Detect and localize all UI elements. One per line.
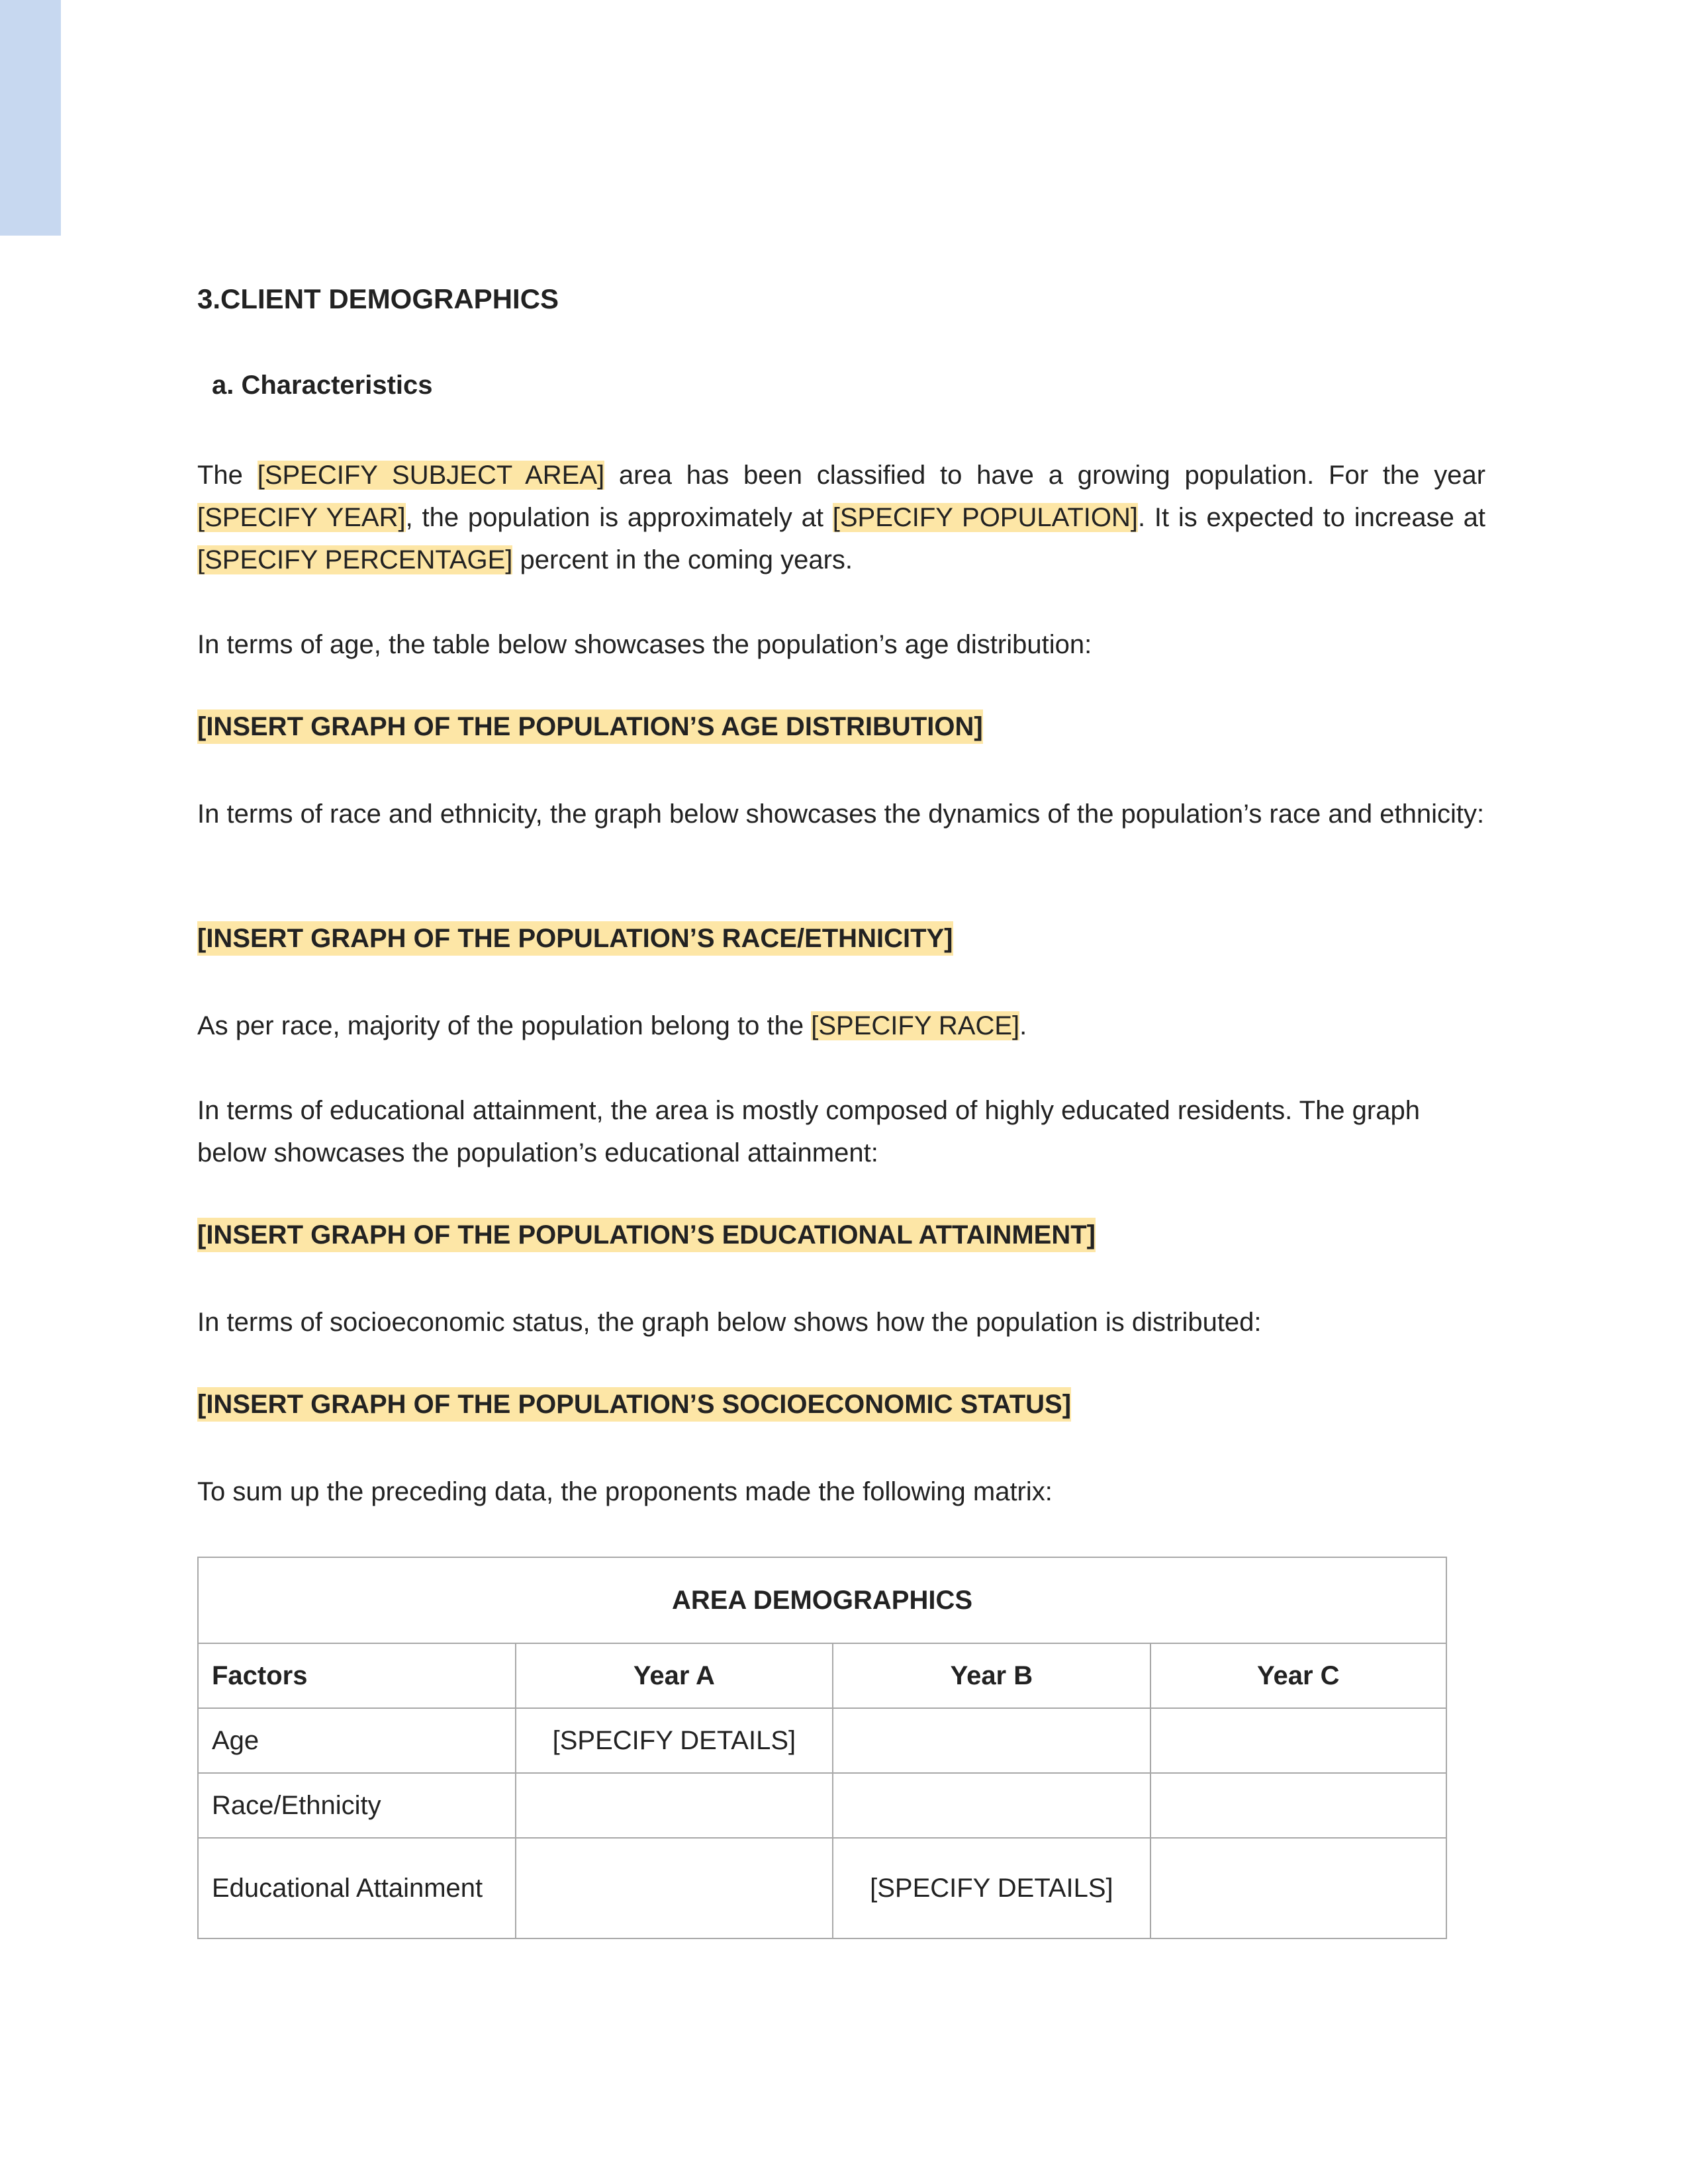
table-cell [516, 1773, 833, 1838]
race-majority-paragraph [197, 1005, 1485, 1047]
intro-text-3: , the population is approximately at [405, 503, 833, 532]
table-row [198, 1708, 1446, 1773]
table-cell [833, 1773, 1150, 1838]
table-cell [833, 1708, 1150, 1773]
header-year-b: Year B [833, 1643, 1150, 1708]
insert-socioeconomic-graph: [INSERT GRAPH OF THE POPULATION’S SOCIOECONOMIC STATUS] [197, 1387, 1071, 1422]
table-cell: Race/Ethnicity [198, 1773, 516, 1838]
table-cell [516, 1838, 833, 1938]
age-paragraph: In terms of age, the table below showcases the population’s age distribution: [197, 630, 1092, 659]
education-paragraph: In terms of educational attainment, the area is mostly composed of highly educated residents. The graph below showcases the population’s educational attainment: [197, 1096, 1420, 1167]
header-factors: Factors [198, 1643, 516, 1708]
placeholder-subject-area: [SPECIFY SUBJECT AREA] [257, 461, 605, 490]
header-year-c: Year C [1150, 1643, 1446, 1708]
intro-text-4: . It is expected to increase at [1138, 503, 1485, 532]
table-cell: [SPECIFY DETAILS] [833, 1838, 1150, 1938]
placeholder-race: [SPECIFY RACE] [811, 1011, 1020, 1040]
table-cell: [SPECIFY DETAILS] [516, 1708, 833, 1773]
placeholder-population: [SPECIFY POPULATION] [832, 503, 1138, 532]
table-header-row [198, 1643, 1446, 1708]
intro-text-2: area has been classified to have a growing population. For the year [604, 461, 1486, 490]
race-paragraph: In terms of race and ethnicity, the graph below showcases the dynamics of the population’s race and ethnicity: [197, 799, 1485, 829]
section-heading: 3.CLIENT DEMOGRAPHICS [197, 283, 559, 314]
insert-race-graph: [INSERT GRAPH OF THE POPULATION’S RACE/ETHNICITY] [197, 921, 953, 956]
table-row [198, 1838, 1446, 1938]
subsection-heading: a. Characteristics [212, 371, 433, 400]
summary-paragraph: To sum up the preceding data, the proponents made the following matrix: [197, 1477, 1053, 1506]
table-cell [1150, 1708, 1446, 1773]
insert-age-graph: [INSERT GRAPH OF THE POPULATION’S AGE DISTRIBUTION] [197, 709, 983, 744]
insert-education-graph: [INSERT GRAPH OF THE POPULATION’S EDUCATIONAL ATTAINMENT] [197, 1218, 1096, 1252]
socioeconomic-paragraph: In terms of socioeconomic status, the graph below shows how the population is distributed: [197, 1308, 1262, 1337]
table-cell: Educational Attainment [198, 1838, 516, 1938]
table-cell [1150, 1838, 1446, 1938]
table-row [198, 1773, 1446, 1838]
side-tab-decoration [0, 0, 61, 236]
race-majority-text-2: . [1019, 1011, 1027, 1040]
placeholder-percentage: [SPECIFY PERCENTAGE] [197, 545, 513, 574]
table-title: AREA DEMOGRAPHICS [198, 1557, 1446, 1643]
area-demographics-table [197, 1557, 1447, 1939]
table-cell [1150, 1773, 1446, 1838]
race-majority-text-1: As per race, majority of the population belong to the [197, 1011, 812, 1040]
intro-text-1: The [197, 461, 258, 490]
header-year-a: Year A [516, 1643, 833, 1708]
placeholder-year: [SPECIFY YEAR] [197, 503, 406, 532]
table-cell: Age [198, 1708, 516, 1773]
intro-text-5: percent in the coming years. [512, 545, 853, 574]
intro-paragraph [197, 454, 1485, 581]
